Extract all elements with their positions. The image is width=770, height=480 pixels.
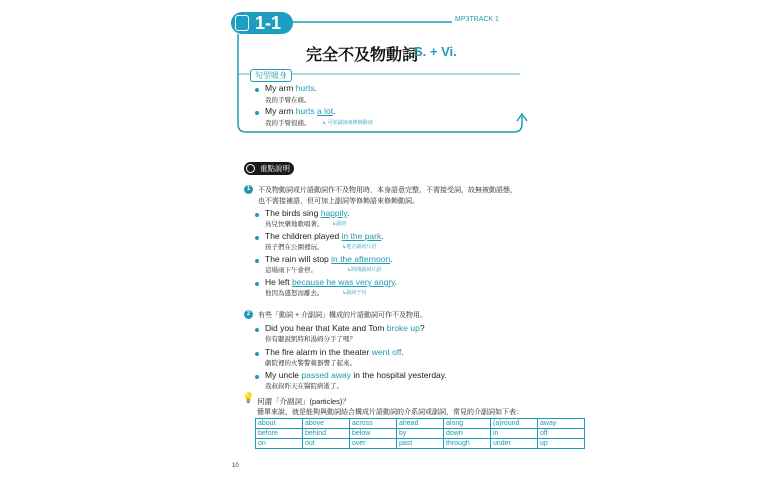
table-cell: along (444, 419, 491, 429)
annotation: ↳時間副詞片語 (347, 267, 382, 273)
example-sentence: The children played in the park. (265, 231, 384, 241)
table-cell: off (538, 429, 585, 439)
bullet (255, 282, 259, 286)
example-translation: 我叔叔昨天在醫院病逝了。 (265, 383, 343, 390)
table-row (256, 439, 585, 449)
table-cell: through (444, 439, 491, 449)
example-translation: 孩子們在公園裡玩。 (265, 244, 324, 251)
example-translation: 鳥兒快樂地歌唱著。 (265, 221, 324, 228)
point-text: 有些「動詞 + 介副詞」構成的片語動詞可作不及物用。 (258, 312, 427, 319)
table-cell: away (538, 419, 585, 429)
bullet (255, 111, 259, 115)
table-cell: up (538, 439, 585, 449)
table-cell: about (256, 419, 303, 429)
table-cell: (a)round (491, 419, 538, 429)
bullet (255, 352, 259, 356)
audio-icon (235, 15, 249, 31)
point-number: 2 (244, 310, 253, 319)
table-cell: behind (303, 429, 350, 439)
table-cell: under (491, 439, 538, 449)
key-icon (246, 164, 255, 173)
table-cell: past (397, 439, 444, 449)
track-label: MP3TRACK 1 (455, 16, 499, 23)
bullet (255, 236, 259, 240)
example-translation: 他因為盛怒而離去。 (265, 290, 324, 297)
example-translation: 你有聽說凱特和湯姆分手了嗎？ (265, 336, 356, 343)
table-cell: before (256, 429, 303, 439)
bullet (255, 328, 259, 332)
table-cell: ahead (397, 419, 444, 429)
lesson-number: 1-1 (255, 13, 282, 33)
example-sentence: The rain will stop in the afternoon. (265, 254, 393, 264)
page-title: 完全不及物動詞 (306, 47, 419, 64)
section-badge: 重點說明 (244, 162, 294, 175)
example-translation: 這場雨下午會停。 (265, 267, 317, 274)
page-number: 10 (232, 463, 239, 469)
tip-text: 簡單來說，就是能夠與動詞結合構成片語動詞的介系詞或副詞，常見的介副詞如下表： (257, 409, 523, 416)
lesson-tab (231, 12, 293, 34)
table-cell: in (491, 429, 538, 439)
table-row (256, 419, 585, 429)
point-text: 不及物動詞或片語動詞作不及物用時，本身語意完整，不需接受詞，故無被動語態， (258, 187, 517, 194)
tip-title: 何謂「介副詞」(particles)？ (257, 397, 350, 406)
table-row (256, 429, 585, 439)
table-cell: out (303, 439, 350, 449)
annotation: ↳副詞子句 (342, 290, 367, 296)
example-translation: 劇院裡的火警警報器響了起來。 (265, 360, 356, 367)
sentence-formula: S. + Vi. (414, 44, 457, 59)
warmup-sentence: My arm hurts a lot. (265, 106, 336, 116)
annotation: ↳地方副詞片語 (342, 244, 377, 250)
table-cell: down (444, 429, 491, 439)
annotation: ↳ 可加副詞來修飾動詞 (322, 120, 373, 126)
annotation: ↳副詞 (332, 221, 347, 227)
bullet (255, 375, 259, 379)
table-cell: above (303, 419, 350, 429)
warmup-sentence: My arm hurts. (265, 83, 317, 93)
point-number: 1 (244, 185, 253, 194)
example-sentence: My uncle passed away in the hospital yesterday. (265, 370, 447, 380)
example-sentence: The fire alarm in the theater went off. (265, 347, 404, 357)
table-cell: across (350, 419, 397, 429)
particles-table (255, 418, 585, 449)
bullet (255, 88, 259, 92)
example-sentence: He left because he was very angry. (265, 277, 398, 287)
example-sentence: The birds sing happily. (265, 208, 350, 218)
example-label: 句型暖身 (250, 69, 292, 82)
table-cell: on (256, 439, 303, 449)
bullet (255, 259, 259, 263)
example-sentence: Did you hear that Kate and Tom broke up? (265, 323, 425, 333)
table-cell: by (397, 429, 444, 439)
warmup-translation: 我的手臂很痛。 (265, 120, 311, 127)
bullet (255, 213, 259, 217)
lightbulb-icon: 💡 (242, 393, 255, 404)
point-text: 也不需接補語，但可加上副詞等修飾語來修飾動詞。 (258, 198, 419, 205)
table-cell: below (350, 429, 397, 439)
table-cell: over (350, 439, 397, 449)
warmup-translation: 我的手臂在痛。 (265, 97, 311, 104)
